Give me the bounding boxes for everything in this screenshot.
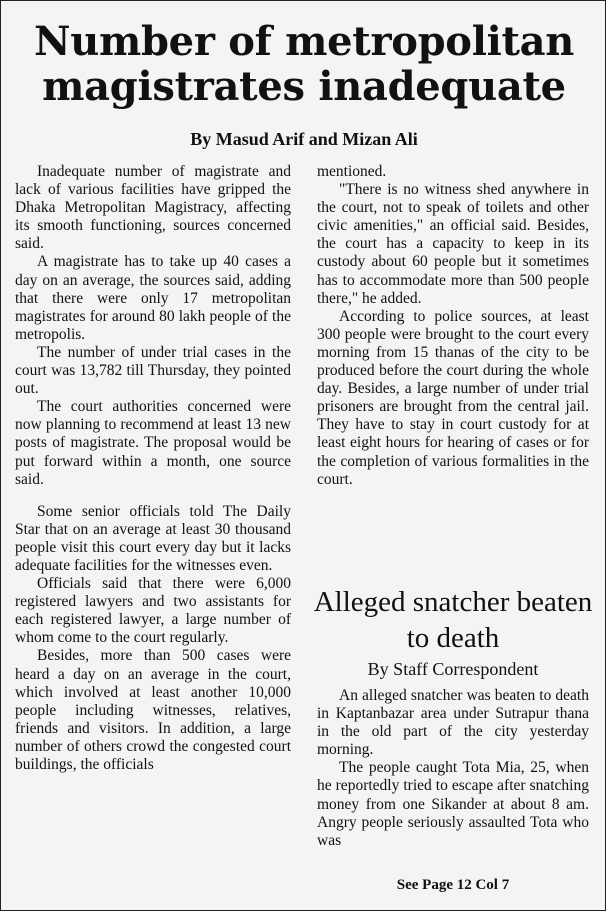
article-paragraph: Besides, more than 500 cases were heard a day on an average in the court, which involved at least another 10,000 people including witnesses, relatives, friends and visitors. In addition, a large number of others crowd the congested court buildings, the officials [15, 647, 291, 773]
jump-line: See Page 12 Col 7 [396, 877, 510, 893]
article-paragraph: An alleged snatcher was beaten to death in Kaptanbazar area under Sutrapur thana in the old part of the city yesterday morning. [317, 687, 589, 759]
article-paragraph: The court authorities concerned were now planning to recommend at least 13 new posts of magistrate. The proposal would be put forward within a month, one source said. [15, 398, 291, 488]
article-paragraph: According to police sources, at least 300 people were brought to the court every morning from 15 thanas of the city to be produced before the court during the whole day. Besides, a large number of under trial prisoners are brought from the central jail. They have to stay in court custody for at least eight hours for hearing of cases or for the completion of various formalities in the court. [317, 307, 589, 488]
second-byline: By Staff Correspondent [367, 659, 539, 679]
second-article-body [317, 687, 589, 872]
headline: Number of metropolitan magistrates inadequate [33, 18, 575, 110]
article-paragraph: Inadequate number of magistrate and lack of various facilities have gripped the Dhaka Metropolitan Magistracy, affecting its smooth functioning, sources concerned said. [15, 163, 291, 253]
article-paragraph: A magistrate has to take up 40 cases a day on an average, the sources said, adding that there were only 17 metropolitan magistrates for around 80 lakh people of the metropolis. [15, 253, 291, 343]
byline: By Masud Arif and Mizan Ali [190, 129, 418, 149]
article-paragraph: The people caught Tota Mia, 25, when he reportedly tried to escape after snatching money from one Sikander at about 8 am. Angry people seriously assaulted Tota who was [317, 759, 589, 849]
article-paragraph: Some senior officials told The Daily Star that on an average at least 30 thousand people visit this court every day but it lacks adequate facilities for the witnesses even. [15, 502, 291, 574]
article-paragraph: Officials said that there were 6,000 registered lawyers and two assistants for each registered lawyer, a large number of whom come to the court regularly. [15, 575, 291, 647]
article-continuation: mentioned. [317, 163, 387, 180]
second-headline: Alleged snatcher beaten to death [313, 586, 593, 654]
article-column-right [317, 163, 589, 573]
article-column-left [15, 163, 291, 898]
article-paragraph: The number of under trial cases in the court was 13,782 till Thursday, they pointed out. [15, 343, 291, 398]
article-paragraph: "There is no witness shed anywhere in the court, not to speak of toilets and other civic amenities," an official said. Besides, the court has a capacity to keep in its custody about 60 people but it sometimes has to accommodate more than 500 people there," he added. [317, 181, 589, 307]
